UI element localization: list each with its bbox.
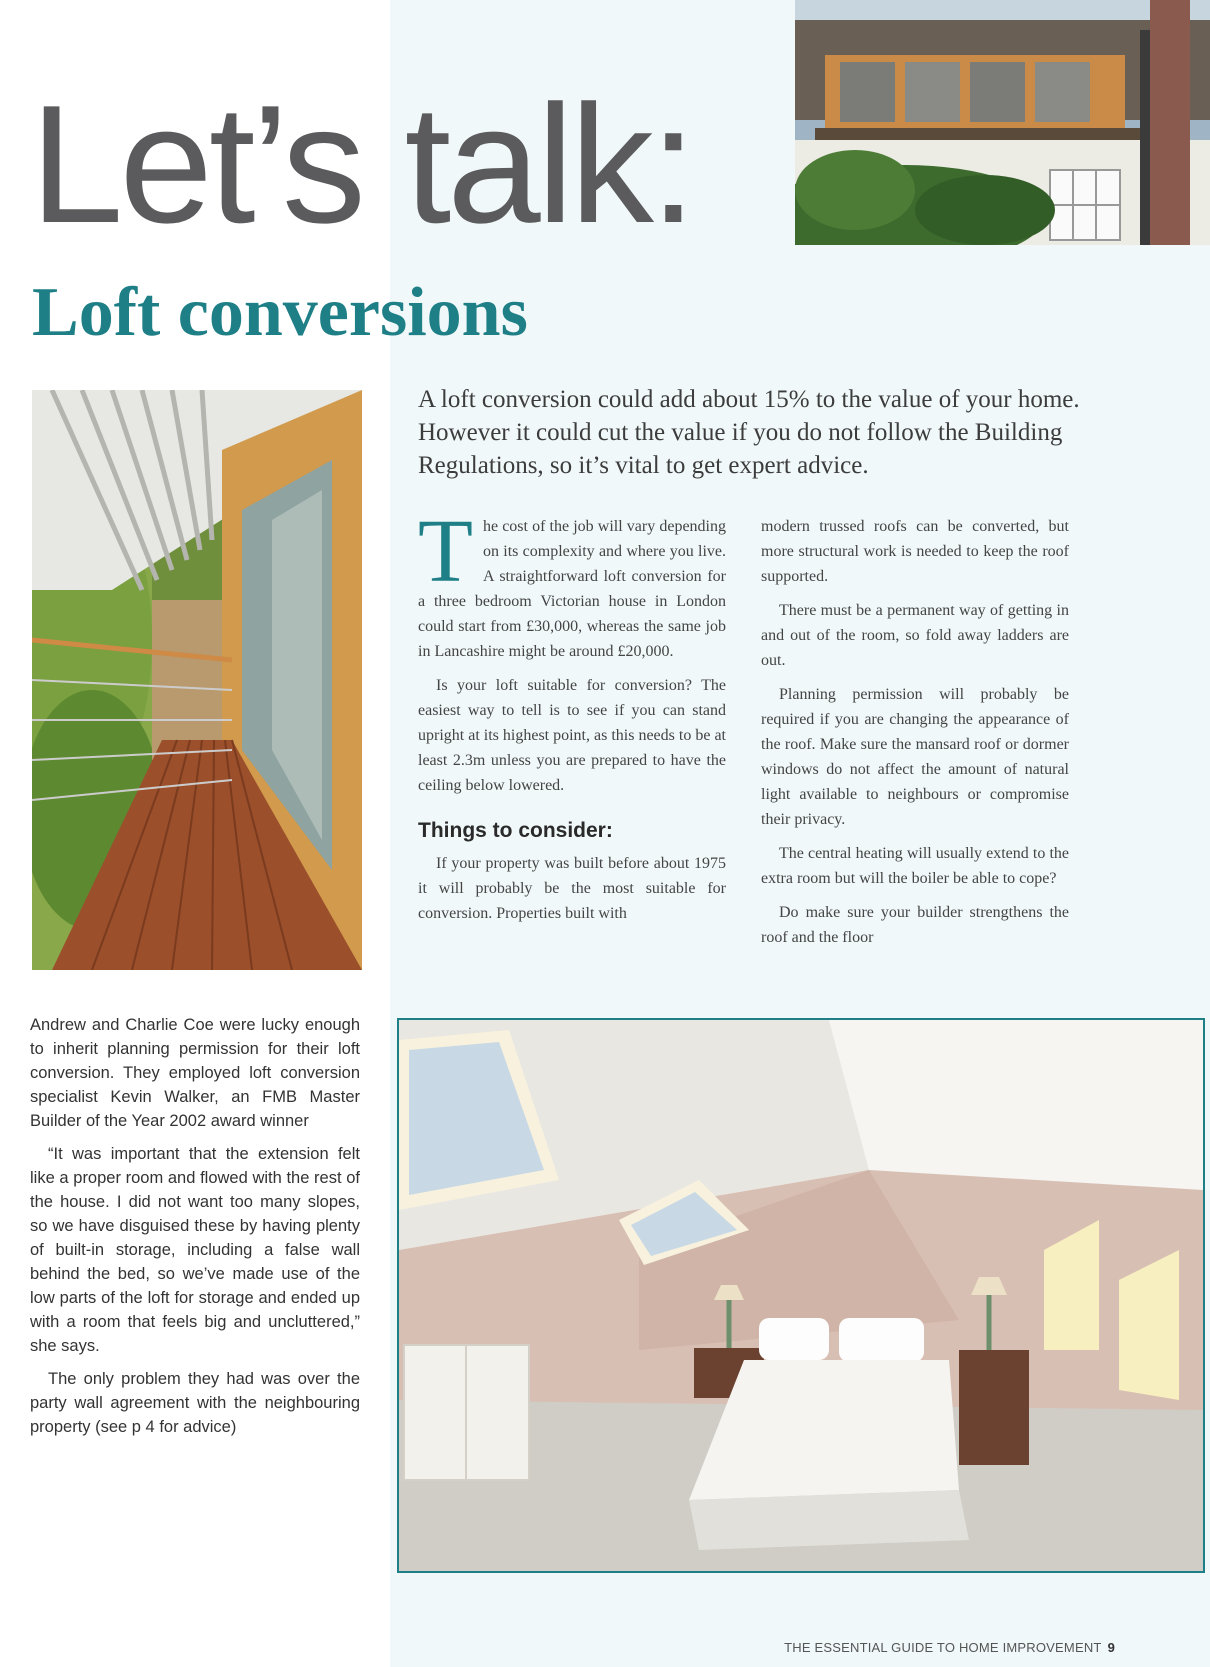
drop-cap: T [418,502,473,601]
col2-paragraph-2: There must be a permanent way of getting in and out of the room, so fold away ladders are out. [761,602,1069,669]
article-column-1 [418,502,726,935]
caption-quote: “It was important that the extension felt like a proper room and flowed with the rest of the house. I did not want too many slopes, so we have disguised these by having plenty of built-in storage, including a false wall behind the bed, so we’ve made use of the low parts of the loft for storage and ended up with a room that feels big and uncluttered,” she says. [30,1145,360,1355]
headline: Let’s talk: [30,70,693,258]
page-footer [784,1640,1115,1655]
col2-paragraph-5: Do make sure your builder strengthens the roof and the floor [761,904,1069,946]
intro-paragraph: A loft conversion could add about 15% to the value of your home. However it could cut the value if you do not follow the Building Regulations, so it’s vital to get expert advice. [418,386,1080,479]
house-exterior-photo [795,0,1210,245]
loft-bedroom-photo [397,1018,1205,1573]
photo-caption [30,1013,360,1448]
col1-paragraph-3: If your property was built before about 1975 it will probably be the most suitable for conversion. Properties built with [418,855,726,922]
article-column-2 [761,514,1069,959]
section-heading: Things to consider: [418,819,613,842]
page-number: 9 [1107,1640,1115,1655]
balcony-photo [32,390,362,970]
subheadline: Loft conversions [32,274,528,351]
col2-paragraph-1: modern trussed roofs can be converted, but more structural work is needed to keep the roof supported. [761,518,1069,585]
col2-paragraph-4: The central heating will usually extend to the extra room but will the boiler be able to cope? [761,845,1069,887]
col2-paragraph-3: Planning permission will probably be required if you are changing the appearance of the roof. Make sure the mansard roof or dormer windows do not affect the amount of natural light available to neighbours or compromise their privacy. [761,686,1069,828]
col1-paragraph-1: The cost of the job will vary depending on its complexity and where you live. A straightforward loft conversion for a three bedroom Victorian house in London could start from £30,000, whereas the same job in Lancashire might be around £20,000. [418,502,726,660]
col1-paragraph-2: Is your loft suitable for conversion? The easiest way to tell is to see if you can stand upright at its highest point, as this needs to be at least 2.3m unless you are prepared to have the ceiling below lowered. [418,677,726,794]
footer-publication-title: THE ESSENTIAL GUIDE TO HOME IMPROVEMENT [784,1640,1102,1655]
caption-paragraph-1: Andrew and Charlie Coe were lucky enough to inherit planning permission for their loft conversion. They employed loft conversion specialist Kevin Walker, an FMB Master Builder of the Year 2002 award winner [30,1016,360,1130]
caption-paragraph-3: The only problem they had was over the party wall agreement with the neighbouring property (see p 4 for advice) [30,1370,360,1436]
